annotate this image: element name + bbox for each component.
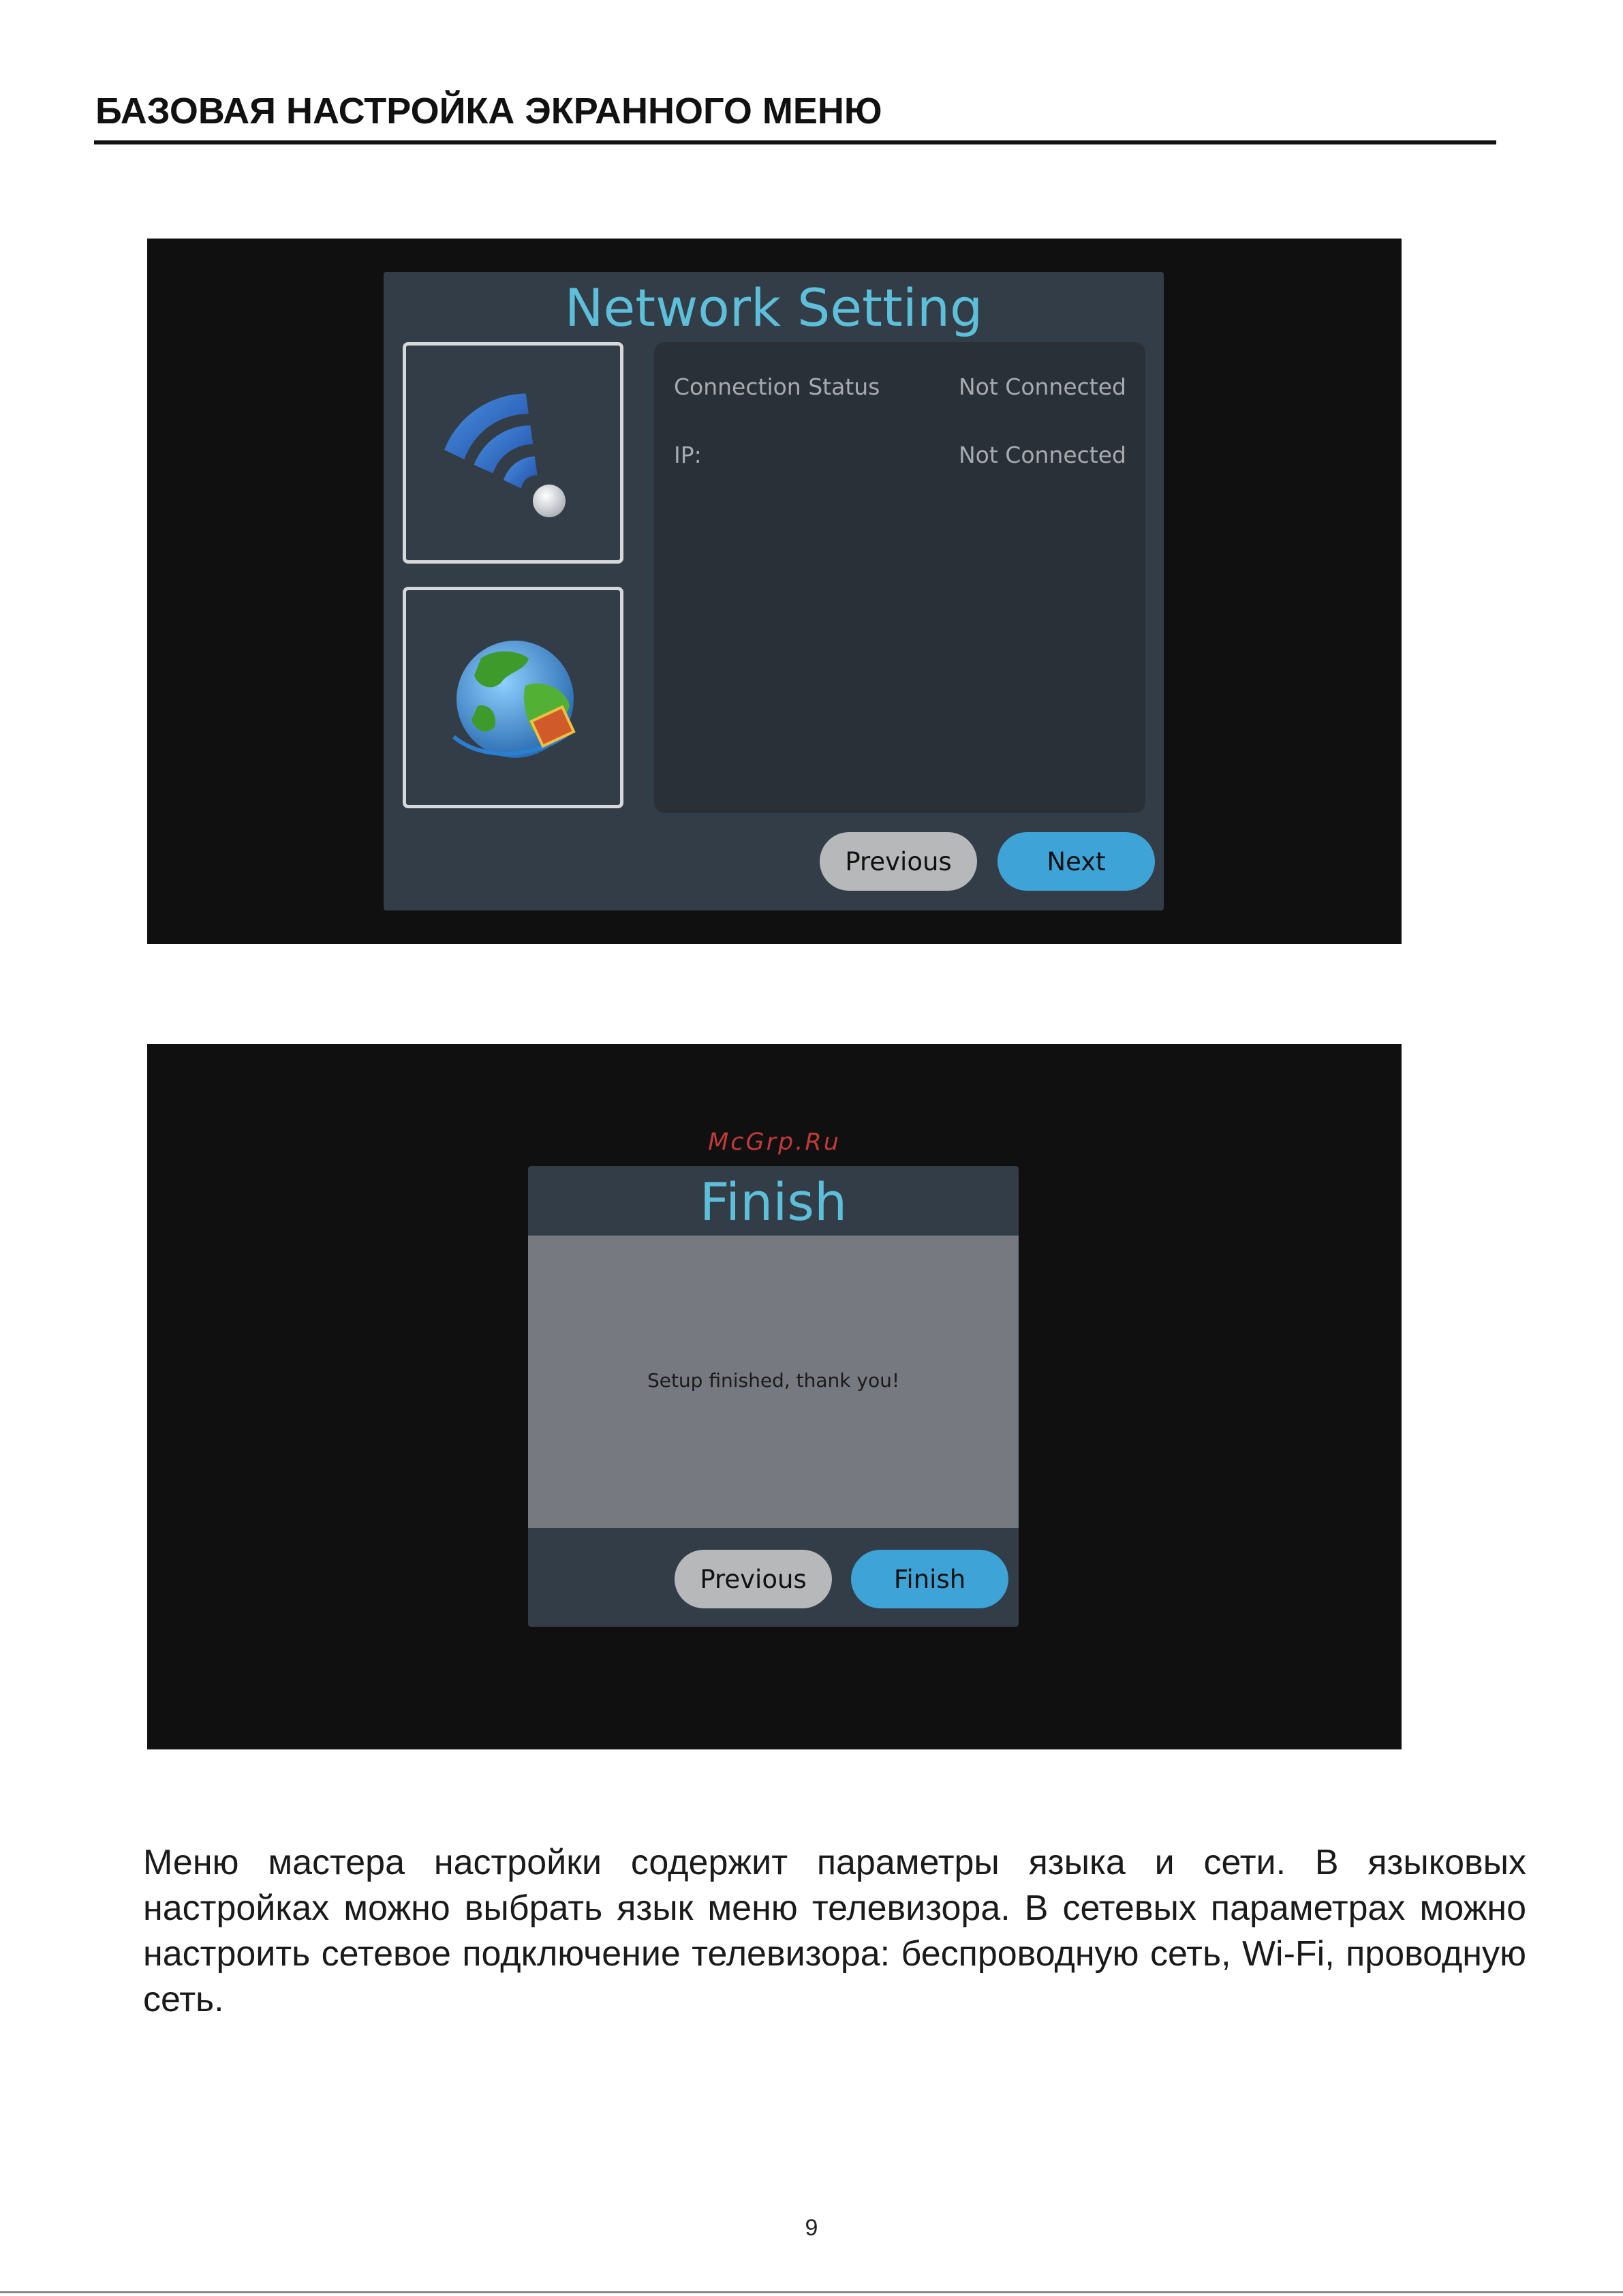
finish-message-panel xyxy=(528,1236,1019,1528)
ip-value: Not Connected xyxy=(958,442,1126,468)
watermark: McGrp.Ru xyxy=(708,1129,841,1156)
finish-message: Setup finished, thank you! xyxy=(647,1369,900,1392)
bottom-divider xyxy=(0,2291,1623,2293)
connection-status-value: Not Connected xyxy=(958,373,1126,400)
globe-icon xyxy=(406,590,620,805)
wifi-icon xyxy=(406,346,620,560)
wired-tile[interactable] xyxy=(403,587,623,808)
page-number: 9 xyxy=(805,2215,818,2241)
screenshot-network-setting xyxy=(147,239,1402,944)
heading-underline xyxy=(94,140,1496,144)
connection-info-panel xyxy=(654,342,1145,813)
next-button[interactable]: Next xyxy=(998,832,1155,891)
network-setting-dialog xyxy=(384,272,1164,910)
description-paragraph: Меню мастера настройки содержит параметры языка и сети. В языковых настройках можно выбрать язык меню телевизора. В сетевых параметрах можно настроить сетевое подключение телевизора: беспроводную сеть, Wi-Fi, проводную сеть. xyxy=(143,1843,1526,2019)
dialog-title: Finish xyxy=(699,1172,848,1232)
finish-button[interactable]: Finish xyxy=(851,1550,1008,1608)
connection-status-row xyxy=(674,373,1126,408)
previous-button[interactable]: Previous xyxy=(820,832,977,891)
dialog-title: Network Setting xyxy=(564,277,983,338)
previous-button[interactable]: Previous xyxy=(675,1550,832,1608)
ip-row xyxy=(674,442,1126,476)
finish-dialog xyxy=(528,1166,1019,1627)
screenshot-finish xyxy=(147,1044,1402,1749)
wireless-tile[interactable] xyxy=(403,342,623,564)
ip-label: IP: xyxy=(674,442,702,468)
page-heading: БАЗОВАЯ НАСТРОЙКА ЭКРАННОГО МЕНЮ xyxy=(95,91,882,132)
connection-status-label: Connection Status xyxy=(674,373,880,400)
